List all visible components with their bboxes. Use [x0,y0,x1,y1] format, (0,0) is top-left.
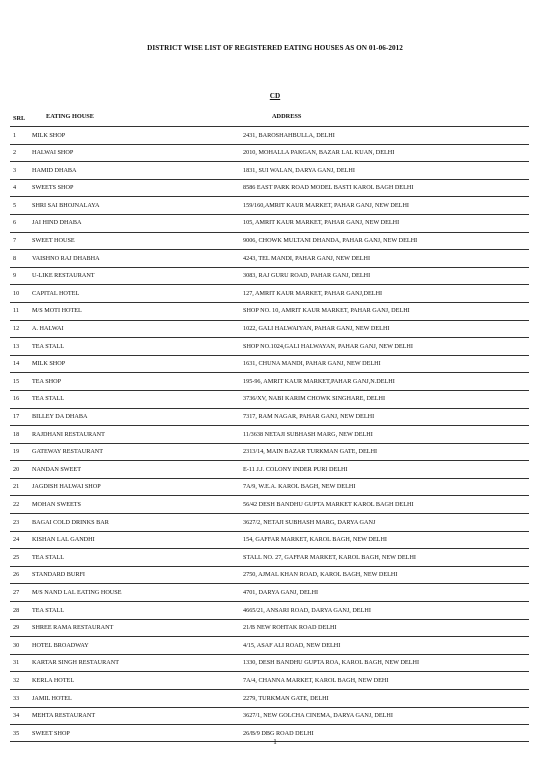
row-eating-house: VAISHNO RAJ DHABHA [32,254,100,262]
row-eating-house: M/S MOTI HOTEL [32,307,82,315]
row-srl: 6 [13,219,17,227]
row-srl: 26 [13,571,20,579]
table-row [10,601,529,619]
table-row [10,478,529,496]
row-address: 1631, CHUNA MANDI, PAHAR GANJ, NEW DELHI [243,360,381,368]
row-address: 1330, DESH BANDHU GUPTA ROA, KAROL BAGH, NEW DELHI [243,659,420,667]
row-eating-house: MILK SHOP [32,131,66,139]
row-eating-house: BAGAI COLD DRINKS BAR [32,518,109,526]
row-eating-house: TEA STALL [32,553,64,561]
row-address: SHOP NO. 10, AMRIT KAUR MARKET, PAHAR GANJ, DELHI [243,307,410,315]
table-row [10,654,529,672]
row-eating-house: HAMID DHABA [32,166,77,174]
district-code: CD [269,92,281,100]
row-srl: 25 [13,553,20,561]
row-address: 2010, MOHALLA PAKGAN, BAZAR LAL KUAN, DELHI [243,149,395,157]
row-eating-house: SWEETS SHOP [32,184,74,192]
table-row [10,144,529,162]
row-address: 7A/9, W.E.A. KAROL BAGH, NEW DELHI [243,483,356,491]
table-row [10,495,529,513]
row-eating-house: JAGDISH HALWAI SHOP [32,483,101,491]
row-address: 4/15, ASAF ALI ROAD, NEW DELHI [243,641,341,649]
row-eating-house: A. HALWAI [32,325,64,333]
table-row [10,196,529,214]
row-address: STALL NO. 27, GAFFAR MARKET, KAROL BAGH, NEW DELHI [243,553,416,561]
row-address: 4665/21, ANSARI ROAD, DARYA GANJ, DELHI [243,606,371,614]
row-srl: 4 [13,184,17,192]
row-eating-house: TEA SHOP [32,377,62,385]
table-row [10,689,529,707]
table-row [10,214,529,232]
row-eating-house: MOHAN SWEETS [32,500,81,508]
row-address: 154, GAFFAR MARKET, KAROL BAGH, NEW DELHI [243,536,387,544]
row-srl: 9 [13,272,17,280]
row-address: 21/B NEW ROHTAK ROAD DELHI [243,624,337,632]
row-eating-house: HOTEL BROADWAY [32,641,89,649]
row-address: 8586 EAST PARK ROAD MODEL BASTI KAROL BAGH DELHI [243,184,414,192]
row-address: 195-96, AMRIT KAUR MARKET,PAHAR GANJ,N.DELHI [243,377,395,385]
table-row [10,671,529,689]
row-srl: 7 [13,237,17,245]
row-srl: 13 [13,342,20,350]
row-srl: 15 [13,377,20,385]
row-eating-house: KISHAN LAL GANDHI [32,536,95,544]
table-row [10,390,529,408]
row-address: SHOP NO.1024,GALI HALWAYAN, PAHAR GANJ, NEW DELHI [243,342,413,350]
row-address: 2313/14, MAIN BAZAR TURKMAN GATE, DELHI [243,448,378,456]
row-address: 4243, TEL MANDI, PAHAR GANJ, NEW DELHI [243,254,371,262]
row-srl: 23 [13,518,20,526]
row-srl: 28 [13,606,20,614]
table-row [10,355,529,373]
table-header [10,110,529,126]
row-address: 11/3638 NETAJI SUBHASH MARG, NEW DELHI [243,430,373,438]
row-eating-house: KERLA HOTEL [32,676,75,684]
table-row [10,372,529,390]
header-srl: SRL [13,115,26,122]
table-row [10,619,529,637]
row-address: E-11 J.J. COLONY INDER PURI DELHI [243,465,348,473]
row-address: 56/42 DESH BANDHU GUPTA MARKET KAROL BAGH DELHI [243,500,414,508]
row-eating-house: U-LIKE RESTAURANT [32,272,95,280]
row-srl: 17 [13,413,20,420]
table-row [10,513,529,531]
row-eating-house: STANDARD BURFI [32,571,85,579]
row-srl: 32 [13,676,20,684]
row-address: 2431, BAROSHAHBULLA, DELHI [243,131,335,139]
row-eating-house: JAI HIND DHABA [32,219,82,227]
table-row [10,179,529,197]
table-row [10,566,529,584]
table-body [10,126,529,742]
row-eating-house: BILLEY DA DHABA [32,413,88,420]
row-eating-house: SHRI SAI BHOJNALAYA [32,201,100,209]
row-eating-house: SWEET SHOP [32,729,70,737]
row-srl: 5 [13,201,17,209]
row-eating-house: MEHTA RESTAURANT [32,712,96,720]
row-eating-house: M/S NAND LAL EATING HOUSE [32,588,122,596]
table-row [10,425,529,443]
eating-houses-table [10,110,529,742]
row-address: 159/160,AMRIT KAUR MARKET, PAHAR GANJ, NEW DELHI [243,201,409,209]
table-row [10,707,529,725]
table-row [10,460,529,478]
row-eating-house: HALWAI SHOP [32,149,74,157]
row-address: 105, AMRIT KAUR MARKET, PAHAR GANJ, NEW DELHI [243,219,400,227]
row-srl: 22 [13,500,20,508]
table-row [10,636,529,654]
table-row [10,284,529,302]
row-eating-house: CAPITAL HOTEL [32,289,80,297]
row-srl: 30 [13,641,20,649]
row-srl: 27 [13,588,20,596]
document-title: DISTRICT WISE LIST OF REGISTERED EATING HOUSES AS ON 01-06-2012 [147,44,403,52]
table-row [10,408,529,426]
row-address: 3083, RAJ GURU ROAD, PAHAR GANJ, DELHI [243,272,371,280]
table-row [10,583,529,601]
table-row [10,337,529,355]
row-address: 9006, CHOWK MULTANI DHANDA, PAHAR GANJ, NEW DELHI [243,237,418,245]
table-row [10,161,529,179]
row-srl: 16 [13,395,20,403]
row-srl: 19 [13,448,20,456]
table-row [10,232,529,250]
row-srl: 18 [13,430,20,438]
table-row [10,548,529,566]
row-eating-house: SHREE RAMA RESTAURANT [32,624,114,632]
row-srl: 24 [13,536,20,544]
row-eating-house: SWEET HOUSE [32,237,75,245]
row-address: 1831, SUI WALAN, DARYA GANJ, DELHI [243,166,355,174]
table-row [10,267,529,285]
table-row [10,249,529,267]
row-srl: 31 [13,659,20,667]
row-eating-house: NANDAN SWEET [32,465,81,473]
table-row [10,302,529,320]
row-srl: 3 [13,166,17,174]
row-eating-house: RAJDHANI RESTAURANT [32,430,105,438]
row-eating-house: TEA STALL [32,606,64,614]
table-row [10,126,529,144]
row-address: 3627/1, NEW GOLCHA CINEMA, DARYA GANJ, DELHI [243,712,393,720]
table-row [10,443,529,461]
row-srl: 34 [13,712,20,720]
row-eating-house: JAMIL HOTEL [32,694,72,702]
row-srl: 11 [13,307,19,315]
page-number: 1 [273,738,277,746]
row-srl: 14 [13,360,20,368]
row-srl: 8 [13,254,17,262]
row-address: 127, AMRIT KAUR MARKET, PAHAR GANJ,DELHI [243,289,383,297]
row-address: 4701, DARYA GANJ, DELHI [243,588,319,596]
row-srl: 29 [13,624,20,632]
row-srl: 2 [13,149,17,157]
row-address: 2279, TURKMAN GATE, DELHI [243,694,329,702]
table-row [10,320,529,338]
row-address: 3627/2, NETAJI SUBHASH MARG, DARYA GANJ [243,518,376,526]
row-srl: 33 [13,694,20,702]
row-srl: 21 [13,483,20,491]
row-address: 7A/4, CHANNA MARKET, KAROL BAGH, NEW DEHI [243,676,389,684]
row-eating-house: MILK SHOP [32,360,66,368]
header-address: ADDRESS [272,113,302,120]
header-eating-house: EATING HOUSE [46,113,94,120]
row-eating-house: TEA STALL [32,342,64,350]
row-address: 7317, RAM NAGAR, PAHAR GANJ, NEW DELHI [243,413,375,420]
row-eating-house: KARTAR SINGH RESTAURANT [32,659,119,667]
row-eating-house: TEA STALL [32,395,64,403]
row-srl: 35 [13,729,20,737]
row-srl: 10 [13,289,20,297]
table-row [10,531,529,549]
row-address: 2750, AJMAL KHAN ROAD, KAROL BAGH, NEW DELHI [243,571,398,579]
row-eating-house: GATEWAY RESTAURANT [32,448,104,456]
row-address: 1022, GALI HALWAIYAN, PAHAR GANJ, NEW DELHI [243,325,390,333]
row-srl: 1 [13,131,17,139]
row-address: 26/B/9 DBG ROAD DELHI [243,729,314,737]
row-srl: 12 [13,325,20,333]
row-address: 3736/XV, NABI KARIM CHOWK SINGHARE, DELHI [243,395,386,403]
row-srl: 20 [13,465,20,473]
